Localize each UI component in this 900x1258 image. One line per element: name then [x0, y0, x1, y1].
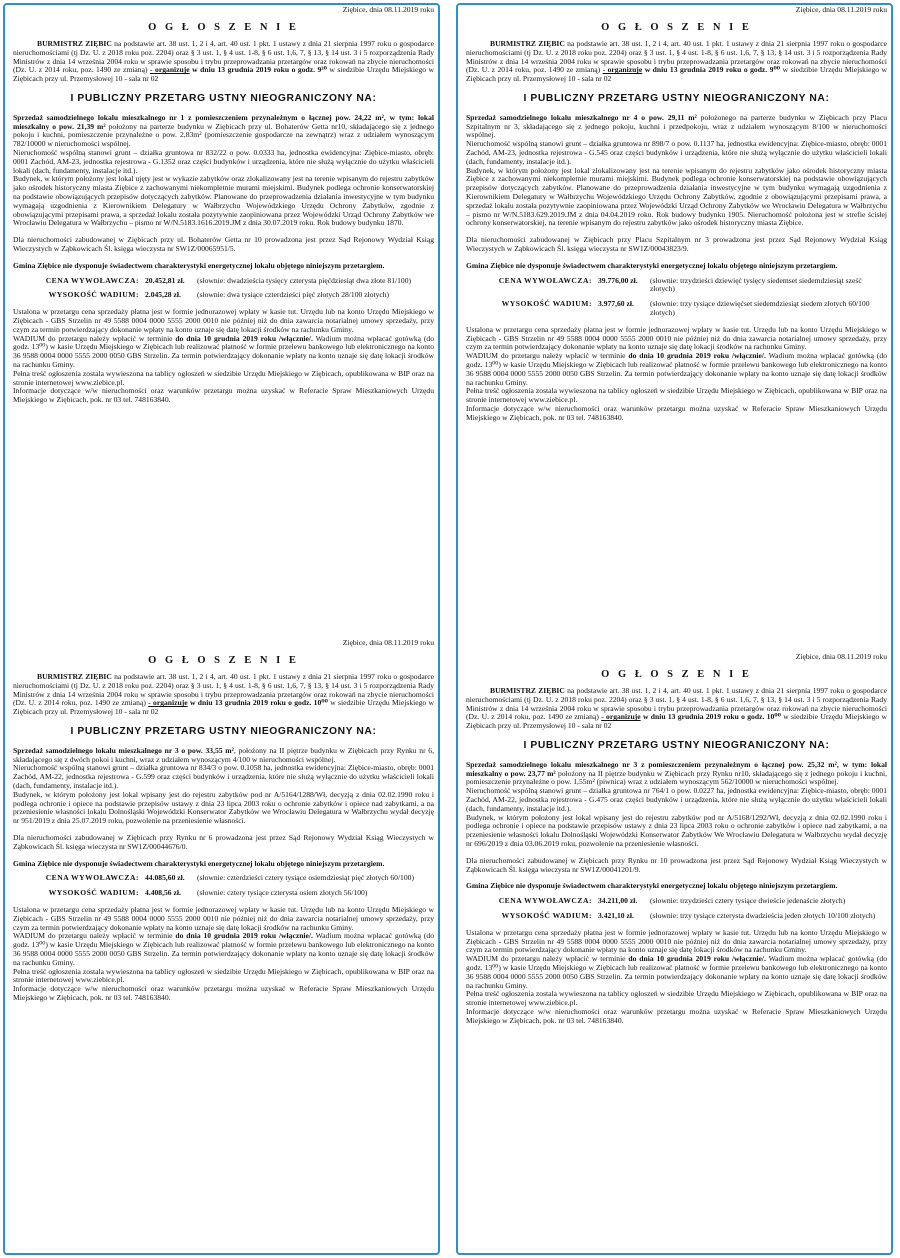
monument-description: Budynek, w którym położony jest lokal zlokalizowany jest na terenie wpisanym do rejestru zabytków jako ośrodek historyczny miasta Ziębice z zachowanymi niekompletnie murami miejskimi. Budynek podlega ochronie konserwatorskiej na podstawie obowiązujących przepisów dotyczących zabytków. Planowane do przeprowadzenia działania inwestycyjne w tym budynku wymagają uzgodnienia z Kierownikiem Delegatury w Wałbrzychu Wojewódzkiego Urzędu Ochrony Zabytków, zgodnie z obowiązującymi przepisami prawa, a sprzedaż lokalu została pozytywnie zaopiniowana przez Wojewódzki Urząd Ochrony Zabytków we Wrocławiu Delegatura w Wałbrzychu – pismo nr W/N.5183.629.2019.JM z dnia 04.04.2019 roku. Rok budowy budynku 1905. Nieruchomość położona jest w strefie ścisłej ochrony konserwatorskiej, na terenie wpisanym do rejestru zabytków jako ośrodek historyczny miasta Ziębice. — [466, 165, 887, 228]
contact-info: Informacje dotyczące w/w nieruchomości oraz warunków przetargu można uzyskać w Referacie Spraw Mieszkaniowych Urzędu Miejskiego w Ziębicach, pok. nr 03 tel. 748163840. — [466, 1007, 887, 1025]
deposit-words: (słownie: cztery tysiące czterysta osiem złotych 56/100) — [197, 888, 368, 898]
announcement-intro — [13, 40, 434, 84]
land-register: Dla nieruchomości zabudowanej w Ziębicach przy Rynku nr 6 prowadzona jest przez Sąd Rejonowy Wydział Ksiąg Wieczystych w Ząbkowicach Śl. księga wieczysta nr SW1Z/00044676/0. — [13, 833, 434, 851]
sale-description — [466, 114, 887, 140]
mayor-name: BURMISTRZ ZIĘBIC — [37, 671, 112, 681]
starting-price-words: (słownie: trzydzieści cztery tysiące dwieście jedenaście złotych) — [650, 896, 846, 906]
starting-price-label: CENA WYWOŁAWCZA: — [45, 873, 139, 883]
payment-terms: Ustalona w przetargu cena sprzedaży płatna jest w formie jednorazowej wpłaty w kasie tut. Urzędu lub na konto Urzędu Miejskiego w Ziębicach - GBS Strzelin nr 49 5588 0004 0000 5555 2000 0010 nie później niż do dnia zawarcia notarialnej umowy sprzedaży, przy czym za termin potwierdzający dokonanie wpłaty na konto uznaje się datę lokacji środków na rachunku Gminy. — [13, 307, 434, 334]
publication-note: Pełna treść ogłoszenia zostala wywieszona na tablicy ogłoszeń w siedzibie Urzędu Miejskiego w Ziębicach, opublikowana w BIP oraz na stronie internetowej www.ziebice.pl. — [13, 966, 434, 985]
deposit-label: WYSOKOŚĆ WADIUM: — [48, 290, 139, 300]
mayor-name: BURMISTRZ ZIĘBIC — [490, 38, 565, 48]
contact-info: Informacje dotyczące w/w nieruchomości oraz warunków przetargu można uzyskać w Referacie Spraw Mieszkaniowych Urzędu Miejskiego w Ziębicach, pok. nr 03 tel. 748163840. — [13, 386, 434, 405]
sale-lead: Sprzedaż samodzielnego lokalu mieszkalnego nr 3 z pomieszczeniem przynależnym o łącznej pow. 25,32 m², w tym: lokal mieszkalny o pow. 23,77 m² — [466, 759, 887, 778]
announcement-date: Ziębice, dnia 08.11.2019 roku — [795, 652, 887, 661]
starting-price-words: (słownie: dwadzieścia tysięcy czterysta pięćdziesiąt dwa złote 81/100) — [197, 275, 412, 285]
legal-basis: na podstawie art. 38 ust. 1, 2 i 4, art. 40 ust. 1 pkt. 1 ustawy z dnia 21 sierpnia 1997 roku o gospodarce nieruchomościami (tj Dz. U. z 2018 roku poz. 2204) oraz § 3 ust. 1, § 4 ust. 1-8, § 6 ust. 1,6, 7, § 13, § 14 ust. 3 i 5 rozporządzenia Rady Ministrów z dnia 14 września 2004 roku w sprawie sposobu i trybu przeprowadzania przetargów oraz rokowań na zbycie nieruchomości (Dz. U. z 2014 roku, poz. 1490 ze zmianą) — [466, 685, 888, 722]
contact-info: Informacje dotyczące w/w nieruchomości oraz warunków przetargu można uzyskać w Referacie Spraw Mieszkaniowych Urzędu Miejskiego w Ziębicach, pok. nr 03 tel. 748163840. — [466, 404, 887, 422]
legal-basis: na podstawie art. 38 ust. 1, 2 i 4, art. 40 ust. 1 pkt. 1 ustawy z dnia 21 sierpnia 1997 roku o gospodarce nieruchomościami (tj Dz. U. z 2018 roku poz. 2204) oraz § 3 ust. 1, § 4 ust. 1-8, § 6 ust. 1,6, 7, § 13, § 14 ust. 3 i 5 rozporządzenia Rady Ministrów z dnia 14 września 2004 roku w sprawie sposobu i trybu przeprowadzania przetargów oraz rokowań na zbycie nieruchomości (Dz. U. z 2014 roku, poz. 1490 ze zmianą) — [466, 38, 888, 75]
contact-info: Informacje dotyczące w/w nieruchomości oraz warunków przetargu można uzyskać w Referacie Spraw Mieszkaniowych Urzędu Miejskiego w Ziębicach, pok. nr 03 tel. 748163840. — [13, 984, 434, 1003]
announcement-heading: O G Ł O S Z E N I E — [601, 21, 752, 33]
announcement-intro — [13, 673, 434, 717]
deposit-value: 3.421,10 zł. — [598, 911, 634, 921]
starting-price-label: CENA WYWOŁAWCZA: — [45, 275, 139, 285]
sale-description — [13, 114, 434, 149]
starting-price-row — [472, 897, 887, 906]
wadium-terms: WADIUM do przetargu należy wpłacić w terminie do dnia 10 grudnia 2019 roku /włącznie/. Wadium można wpłacać gotówką (do godz. 13⁰⁰) w kasie Urzędu Miejskiego w Ziębicach lub realizować płatność w formie przelewu bankowego lub elektronicznego na konto 36 9588 0004 0000 5555 2000 0050 GBS Strzelin. Za termin potwierdzający dokonanie wpłaty na konto uznaje się datę lokacji środków na rachunku Gminy. — [13, 931, 434, 967]
organizes-label: - organizuje — [601, 712, 641, 722]
publication-note: Pełna treść ogłoszenia zostala wywieszona na tablicy ogłoszeń w siedzibie Urzędu Miejskiego w Ziębicach, opublikowana w BIP oraz na stronie internetowej www.ziebice.pl. — [466, 989, 887, 1008]
announcement-date: Ziębice, dnia 08.11.2019 roku — [342, 638, 434, 647]
land-register: Dla nieruchomości zabudowanej w Ziębicach przy Placu Szpitalnym nr 3 prowadzona jest przez Sąd Rejonowy Wydział Ksiąg Wieczystych w Ząbkowicach Śl. księga wieczysta nr SW1Z/00043823/9. — [466, 235, 887, 254]
organizes-label: - organizuje — [602, 65, 643, 75]
announcement-date: Ziębice, dnia 08.11.2019 roku — [795, 5, 887, 14]
payment-terms: Ustalona w przetargu cena sprzedaży płatna jest w formie jednorazowej wpłaty w kasie tut. Urzędu lub na konto Urzędu Miejskiego w Ziębicach - GBS Strzelin nr 49 5588 0004 0000 5555 2000 0010 nie później niż do dnia zawarcia notarialnej umowy sprzedaży, przy czym za termin potwierdzający dokonanie wpłaty na konto uznaje się datę lokacji środków na rachunku Gminy. — [466, 324, 887, 352]
announcement-date: Ziębice, dnia 08.11.2019 roku — [342, 5, 434, 14]
starting-price-label: CENA WYWOŁAWCZA: — [498, 275, 592, 285]
auction-title: I PUBLICZNY PRZETARG USTNY NIEOGRANICZONY NA: — [523, 92, 830, 104]
wadium-deadline: do dnia 10 grudnia 2019 roku /włącznie/. — [175, 333, 313, 343]
starting-price-row — [19, 277, 434, 286]
starting-price-label: CENA WYWOŁAWCZA: — [498, 896, 592, 906]
plot-description: Nieruchomość wspólną stanowi grunt – działka gruntowa nr 898/7 o pow. 0.1137 ha, jednostka ewidencyjna: Ziębice-miasto, obręb: 0001 Zachód, AM-23, jednostka rejestrowa - G.545 oraz części budynków i urządzenia, które nie służą wyłącznie do użytku właścicieli lokali (dach, fundamenty, instalacje itd.). — [466, 139, 887, 166]
publication-note: Pełna treść ogłoszenia zostala wywieszona na tablicy ogłoszeń w siedzibie Urzędu Miejskiego w Ziębicach, opublikowana w BIP oraz na stronie internetowej www.ziebice.pl. — [466, 386, 887, 405]
deposit-words: (słownie: trzy tysiące dziewięćset siedemdziesiąt siedem złotych 60/100 złotych) — [650, 299, 870, 318]
deposit-row — [19, 291, 434, 300]
sale-lead: Sprzedaż samodzielnego lokalu mieszkalnego nr 1 z pomieszczeniem przynależnym o łącznej pow. 24,22 m², w tym: lokal mieszkalny o pow. 21,39 m² — [13, 112, 434, 131]
announcement-heading: O G Ł O S Z E N I E — [601, 668, 752, 680]
monument-description: Budynek, w którym położony jest lokal wpisany jest do rejestru zabytków pod nr A/5168/1292/Wł, decyzją z dnia 02.02.1990 roku i podlega ochronie i opiece na podstawie przepisów ustawy z dnia 23 lipca 2003 roku o ochronie zabytków i opiece nad zabytkami, a na przeniesienie własności lokalu Dolnośląski Wojewódzki Konserwator Zabytków We Wrocławiu Delegatura w Wałbrzychu wydał decyzję nr 696/2019 z dnia 03.06.2019 roku, pozwolenie na przeniesienie własności. — [466, 812, 887, 849]
land-register: Dla nieruchomości zabudowanej w Ziębicach przy Rynku nr 10 prowadzona jest przez Sąd Rejonowy Wydział Ksiąg Wieczystych w Ząbkowicach Śl. księga wieczysta nr SW1Z/00041201/9. — [466, 855, 887, 874]
deposit-row — [19, 889, 434, 898]
publication-note: Pełna treść ogłoszenia zostala wywieszona na tablicy ogłoszeń w siedzibie Urzędu Miejskiego w Ziębicach, opublikowana w BIP oraz na stronie internetowej www.ziebice.pl. — [13, 368, 434, 387]
wadium-deadline: do dnia 10 grudnia 2019 roku /włącznie/. — [628, 954, 766, 964]
announcement-intro — [466, 40, 887, 84]
wadium-terms: WADIUM do przetargu należy wpłacić w terminie do dnia 10 grudnia 2019 roku /włącznie/. Wadium można wpłacać gotówką (do godz. 13⁰⁰) w kasie Urzędu Miejskiego w Ziębicach lub realizować płatność w formie przelewu bankowego lub elektronicznego na konto 36 9588 0004 0000 5555 2000 0050 GBS Strzelin. Za termin potwierdzający dokonanie wpłaty na konto uznaje się datę lokacji środków na rachunku Gminy. — [466, 351, 887, 387]
mayor-name: BURMISTRZ ZIĘBIC — [490, 685, 565, 695]
starting-price-row — [472, 277, 887, 295]
energy-certificate-note: Gmina Ziębice nie dysponuje świadectwem charakterystyki energetycznej lokalu objętego niniejszym przetargiem. — [13, 858, 385, 868]
mayor-name: BURMISTRZ ZIĘBIC — [37, 38, 112, 48]
wadium-terms: WADIUM do przetargu należy wpłacić w terminie do dnia 10 grudnia 2019 roku /włącznie/. Wadium można wpłacać gotówką (do godz. 13⁰⁰) w kasie Urzędu Miejskiego w Ziębicach lub realizować płatność w formie przelewu bankowego lub elektronicznego na konto 36 9588 0004 0000 5555 2000 0050 GBS Strzelin. Za termin potwierdzający dokonanie wpłaty na konto uznaje się datę lokacji środków na rachunku Gminy. — [13, 333, 434, 370]
deposit-label: WYSOKOŚĆ WADIUM: — [501, 299, 592, 309]
deposit-row — [472, 300, 887, 318]
energy-certificate-note: Gmina Ziębice nie dysponuje świadectwem charakterystyki energetycznej lokalu objętego niniejszym przetargiem. — [13, 260, 385, 270]
auction-date-time: w dniu 13 grudnia 2019 roku o godz. 10⁰⁰ — [642, 712, 781, 722]
auction-date-time: w dniu 13 grudnia 2019 roku o godz. 10⁰⁰ — [189, 698, 328, 708]
payment-terms: Ustalona w przetargu cena sprzedaży płatna jest w formie jednorazowej wpłaty w kasie tut. Urzędu lub na konto Urzędu Miejskiego w Ziębicach - GBS Strzelin nr 49 5588 0004 0000 5555 2000 0010 nie później niż do dnia zawarcia notarialnej umowy sprzedaży, przy czym za termin potwierdzający dokonanie wpłaty na konto uznaje się datę lokacji środków na rachunku Gminy. — [466, 927, 887, 955]
plot-description: Nieruchomość wspólną stanowi grunt – działka gruntowa nr 832/22 o pow. 0.0333 ha, jednostka ewidencyjna: Ziębice-miasto, obręb: 0001 Zachód, AM-23, jednostka rejestrowa - G.1352 oraz części budynków i urządzenia, które nie służą wyłącznie do użytku właścicieli lokali (dach, fundamenty, instalacje itd.). — [13, 148, 434, 175]
plot-description: Nieruchomość wspólną stanowi grunt – działka gruntowa nr 764/1 o pow. 0.0227 ha, jednostka ewidencyjna: Ziębice-miasto, obręb: 0001 Zachód, AM-22, jednostka rejestrowa - G.475 oraz części budynków i urządzenia, które nie służą wyłącznie do użytku właścicieli lokali (dach, fundamenty, instalacje itd.). — [466, 786, 887, 813]
starting-price-row — [19, 874, 434, 883]
organizes-label: - organizuje — [150, 65, 190, 75]
energy-certificate-note: Gmina Ziębice nie dysponuje świadectwem charakterystyki energetycznej lokalu objętego niniejszym przetargiem. — [466, 260, 838, 270]
legal-basis: na podstawie art. 38 ust. 1, 2 i 4, art. 40 ust. 1 pkt. 1 ustawy z dnia 21 sierpnia 1997 roku o gospodarce nieruchomościami (tj Dz. U. z 2018 roku poz. 2204) oraz § 3 ust. 1, § 4 ust. 1-8, § 6 ust. 1,6, 7, § 13, § 14 ust. 3 i 5 rozporządzenia Rady Ministrów z dnia 14 września 2004 roku w sprawie sposobu i trybu przeprowadzania przetargów oraz rokowań na zbycie nieruchomości (Dz. U. z 2014 roku, poz. 1490 ze zmianą) — [13, 38, 435, 75]
sale-description — [466, 761, 887, 787]
land-register: Dla nieruchomości zabudowanej w Ziębicach przy ul. Bohaterów Getta nr 10 prowadzona jest przez Sąd Rejonowy Wydział Ksiąg Wieczystych w Ząbkowicach Śl. księga wieczysta nr SW1Z/00065951/5. — [13, 235, 434, 254]
plot-description: Nieruchomość wspólną stanowi grunt – działka gruntowa nr 834/3 o pow. 0.1058 ha, jednostka ewidencyjna: Ziębice-miasto, obręb: 0001 Zachód, AM-22, jednostka rejestrowa - G.599 oraz części budynków i urządzenia, które nie służą wyłącznie do użytku właścicieli lokali (dach, fundamenty, instalacje itd.). — [13, 763, 434, 791]
deposit-value: 4.408,56 zł. — [145, 888, 181, 898]
starting-price-value: 39.776,00 zł. — [598, 275, 638, 285]
announcement-intro — [466, 687, 887, 731]
organizes-label: - organizuje — [148, 698, 188, 708]
auction-date-time: w dniu 13 grudnia 2019 roku o godz. 9⁰⁰ — [644, 65, 781, 75]
sale-lead: Sprzedaż samodzielnego lokalu mieszkalnego nr 4 o pow. 29,11 m² — [466, 112, 697, 122]
sale-details: położony na II piętrze budynku w Ziębicach przy Rynku nr10, składającego się z jednego pokoju i kuchni, pomieszczenie przynależne o pow. 1,55m² (piwnica) wraz z udziałem wynoszącym 562/10000 w nieruchomości wspólnej. — [466, 768, 887, 787]
wadium-deadline: do dnia 10 grudnia 2019 roku /włącznie/. — [175, 931, 313, 941]
payment-terms: Ustalona w przetargu cena sprzedaży płatna jest w formie jednorazowej wpłaty w kasie tut. Urzędu lub na konto Urzędu Miejskiego w Ziębicach - GBS Strzelin nr 49 5588 0004 0000 5555 2000 0010 nie później niż do dnia zawarcia notarialnej umowy sprzedaży, przy czym za termin potwierdzający dokonanie wpłaty na konto uznaje się datę lokacji środków na rachunku Gminy. — [13, 905, 434, 932]
energy-certificate-note: Gmina Ziębice nie dysponuje świadectwem charakterystyki energetycznej lokalu objętego niniejszym przetargiem. — [466, 881, 838, 891]
sale-details: położony na parterze budynku w Ziębicach przy ul. Bohaterów Getta nr10, składającego się z jednego pokoju i kuchni, pomieszczenie przynależne o pow. 2,83m² (pomieszczenie gospodarcze na zewnątrz) wraz z udziałem wynoszącym 782/10000 w nieruchomości wspólnej. — [13, 121, 434, 149]
auction-date-time: w dniu 13 grudnia 2019 roku o godz. 9³⁰ — [192, 65, 327, 75]
sale-lead: Sprzedaż samodzielnego lokalu mieszkalnego nr 3 o pow. 33,55 m² — [13, 745, 234, 755]
announcement-heading: O G Ł O S Z E N I E — [148, 654, 299, 666]
announcement-2 — [466, 6, 887, 423]
announcement-1 — [13, 6, 434, 405]
announcement-4 — [466, 653, 887, 1026]
auction-venue: w siedzibie Urzędu Miejskiego w Ziębicach przy ul. Przemysłowej 10 - sala nr 02 — [13, 65, 434, 84]
announcement-3 — [13, 639, 434, 1003]
auction-venue: w siedzibie Urzędu Miejskiego w Ziębicach przy ul. Przemysłowej 10 - sala nr 02 — [13, 698, 435, 717]
sale-details: położonego na parterze budynku w Ziębicach przy Placu Szpitalnym nr 3, składającego się z jednego pokoju, kuchni i przedpokoju, wraz z udziałem wynoszącym 8/100 w nieruchomości wspólnej. — [466, 112, 887, 140]
deposit-value: 3.977,60 zł. — [598, 299, 634, 309]
deposit-row — [472, 912, 887, 921]
starting-price-words: (słownie: czterdzieści cztery tysiące osiemdziesiąt pięć złotych 60/100) — [197, 873, 414, 883]
monument-description: Budynek, w którym położony jest lokal wpisany jest do rejestru zabytków pod nr A/5164/1288/Wł, decyzją z dnia 02.02.1990 roku i podlega ochronie i opiece na podstawie przepisów ustawy z dnia 23 lipca 2003 roku o ochronie zabytków i opiece nad zabytkami, a na przeniesienie własności lokalu Dolnośląski Wojewódzki Konserwator Zabytków we Wrocławiu Delegatura w Wałbrzychu wydał decyzję nr 951/2019 z dnia 25.07.2019 roku, pozwolenie na przeniesienie własności. — [13, 789, 434, 826]
starting-price-value: 20.452,81 zł. — [145, 275, 185, 285]
announcement-heading: O G Ł O S Z E N I E — [148, 21, 299, 33]
sale-details: , położony na II piętrze budynku w Ziębicach przy Rynku nr 6, składającego się z dwóch pokoi i kuchni, wraz z udziałem wynoszącym 4/100 w nieruchomości wspólnej. — [13, 745, 434, 764]
starting-price-words: (słownie: trzydzieści dziewięć tysięcy siedemset siedemdziesiąt sześć złotych) — [650, 275, 862, 294]
auction-venue: w siedzibie Urzędu Miejskiego w Ziębicach przy ul. Przemysłowej 10 - sala nr 02 — [466, 65, 888, 84]
auction-title: I PUBLICZNY PRZETARG USTNY NIEOGRANICZONY NA: — [523, 739, 830, 751]
deposit-words: (słownie: dwa tysiące czterdzieści pięć złotych 28/100 złotych) — [197, 290, 390, 300]
deposit-words: (słownie: trzy tysiące czterysta dwadzieścia jeden złotych 10/100 złotych) — [650, 911, 876, 921]
deposit-value: 2.045,28 zł. — [145, 290, 181, 300]
starting-price-value: 44.085,60 zł. — [145, 873, 185, 883]
auction-title: I PUBLICZNY PRZETARG USTNY NIEOGRANICZONY NA: — [70, 725, 377, 737]
wadium-terms: WADIUM do przetargu należy wpłacić w terminie do dnia 10 grudnia 2019 roku /włącznie/. Wadium można wpłacać gotówką (do godz. 13⁰⁰) w kasie Urzędu Miejskiego w Ziębicach lub realizować płatność w formie przelewu bankowego lub elektronicznego na konto 36 9588 0004 0000 5555 2000 0050 GBS Strzelin. Za termin potwierdzający dokonanie wpłaty na konto uznaje się datę lokacji środków na rachunku Gminy. — [466, 954, 887, 990]
monument-description: Budynek, w którym położony jest lokal ujęty jest w wykazie zabytków oraz zlokalizowany jest na terenie wpisanym do rejestru zabytków jako ośrodek historyczny miasta Ziębice z zachowanymi niekompletnie murami miejskimi. Budynek podlega ochronie konserwatorskiej na podstawie obowiązujących przepisów dotyczących zabytków. Planowane do przeprowadzenia działania inwestycyjne w tym budynku wymagają uzgodnienia z Kierownikiem Delegatury w Wałbrzychu Wojewódzkiego Urzędu Ochrony Zabytków, zgodnie z obowiązującymi przepisami prawa, a sprzedaż lokalu została pozytywnie zaopiniowana przez Wojewódzki Urząd Ochrony Zabytków we Wrocławiu Delegatura w Wałbrzychu – pismo nr W/N.5183.1616.2019.JM z dnia 30.07.2019 roku. Rok budowy budynku 1870. — [13, 174, 434, 228]
legal-basis: na podstawie art. 38 ust. 1, 2 i 4, art. 40 ust. 1 pkt. 1 ustawy z dnia 21 sierpnia 1997 roku o gospodarce nieruchomościami (tj Dz. U. z 2018 roku poz. 2204) oraz § 3 ust. 1, § 4 ust. 1-8, § 6 ust. 1,6, 7, § 13, § 14 ust. 3 i 5 rozporządzenia Rady Ministrów z dnia 14 września 2004 roku w sprawie sposobu i trybu przeprowadzania przetargów oraz rokowań na zbycie nieruchomości (Dz. U. z 2014 roku, poz. 1490 ze zmianą) — [13, 671, 435, 708]
starting-price-value: 34.211,00 zł. — [598, 896, 638, 906]
wadium-deadline: do dnia 10 grudnia 2019 roku /włącznie/. — [628, 351, 766, 361]
deposit-label: WYSOKOŚĆ WADIUM: — [48, 888, 139, 898]
deposit-label: WYSOKOŚĆ WADIUM: — [501, 911, 592, 921]
sale-description — [13, 747, 434, 765]
auction-venue: w siedzibie Urzędu Miejskiego w Ziębicach przy ul. Przemysłowej 10 - sala nr 02 — [466, 712, 888, 731]
auction-title: I PUBLICZNY PRZETARG USTNY NIEOGRANICZONY NA: — [70, 92, 377, 104]
